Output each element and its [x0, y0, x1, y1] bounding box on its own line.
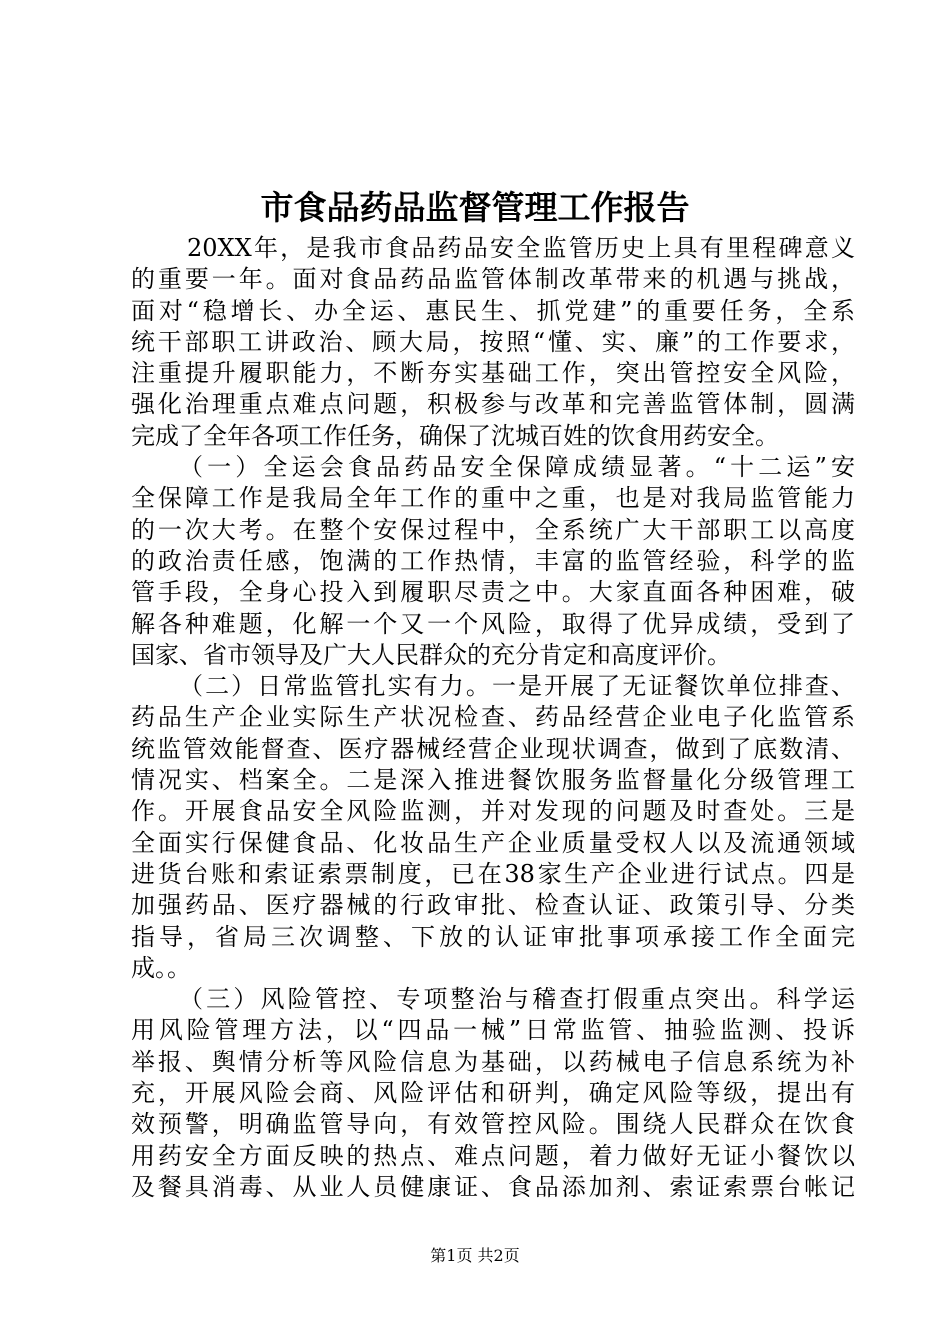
text-line: 作。开展食品安全风险监测，并对发现的问题及时查处。三是: [131, 797, 855, 826]
text-line: 成。。: [131, 953, 191, 982]
text-line: 20XX年，是我市食品药品安全监管历史上具有里程碑意义: [187, 234, 855, 262]
text-line: 举报、舆情分析等风险信息为基础，以药械电子信息系统为补: [131, 1047, 855, 1076]
text-line: 及餐具消毒、从业人员健康证、食品添加剂、索证索票台帐记: [131, 1172, 855, 1201]
text-line: （一）全运会食品药品安全保障成绩显著。“十二运”安: [179, 453, 855, 482]
text-line: 强化治理重点难点问题，积极参与改革和完善监管体制，圆满: [131, 390, 855, 419]
text-line: （三）风险管控、专项整治与稽查打假重点突出。科学运: [179, 985, 855, 1014]
text-line: 面对“稳增长、办全运、惠民生、抓党建”的重要任务，全系: [131, 296, 855, 325]
text-line: 用风险管理方法，以“四品一械”日常监管、抽验监测、投诉: [131, 1016, 855, 1045]
text-line: 药品生产企业实际生产状况检查、药品经营企业电子化监管系: [131, 703, 855, 732]
text-line: 统干部职工讲政治、顾大局，按照“懂、实、廉”的工作要求，: [131, 327, 855, 356]
text-line: 的政治责任感，饱满的工作热情，丰富的监管经验，科学的监: [131, 546, 855, 575]
text-line: 进货台账和索证索票制度，已在38家生产企业进行试点。四是: [131, 859, 855, 888]
text-line: 管手段，全身心投入到履职尽责之中。大家直面各种困难，破: [131, 578, 855, 607]
text-line: （二）日常监管扎实有力。一是开展了无证餐饮单位排查、: [179, 672, 855, 701]
text-line: 用药安全方面反映的热点、难点问题，着力做好无证小餐饮以: [131, 1141, 855, 1170]
text-line: 全保障工作是我局全年工作的重中之重，也是对我局监管能力: [131, 484, 855, 513]
text-line: 充，开展风险会商、风险评估和研判，确定风险等级，提出有: [131, 1079, 855, 1108]
text-line: 情况实、档案全。二是深入推进餐饮服务监督量化分级管理工: [131, 766, 855, 795]
text-line: 国家、省市领导及广大人民群众的充分肯定和高度评价。: [131, 640, 731, 669]
text-line: 统监管效能督查、医疗器械经营企业现状调查，做到了底数清、: [131, 734, 855, 763]
text-line: 解各种难题，化解一个又一个风险，取得了优异成绩，受到了: [131, 609, 855, 638]
document-body: [131, 233, 855, 1203]
text-line: 完成了全年各项工作任务，确保了沈城百姓的饮食用药安全。: [131, 421, 779, 450]
text-line: 全面实行保健食品、化妆品生产企业质量受权人以及流通领域: [131, 828, 855, 857]
text-line: 的一次大考。在整个安保过程中，全系统广大干部职工以高度: [131, 515, 855, 544]
text-line: 加强药品、医疗器械的行政审批、检查认证、政策引导、分类: [131, 891, 855, 920]
text-line: 效预警，明确监管导向，有效管控风险。围绕人民群众在饮食: [131, 1110, 855, 1139]
text-line: 的重要一年。面对食品药品监管体制改革带来的机遇与挑战，: [131, 265, 855, 294]
page-footer: 第1页 共2页: [430, 1246, 520, 1265]
document-title: 市食品药品监督管理工作报告: [260, 188, 690, 227]
text-line: 注重提升履职能力，不断夯实基础工作，突出管控安全风险，: [131, 359, 855, 388]
text-line: 指导，省局三次调整、下放的认证审批事项承接工作全面完: [131, 922, 855, 951]
